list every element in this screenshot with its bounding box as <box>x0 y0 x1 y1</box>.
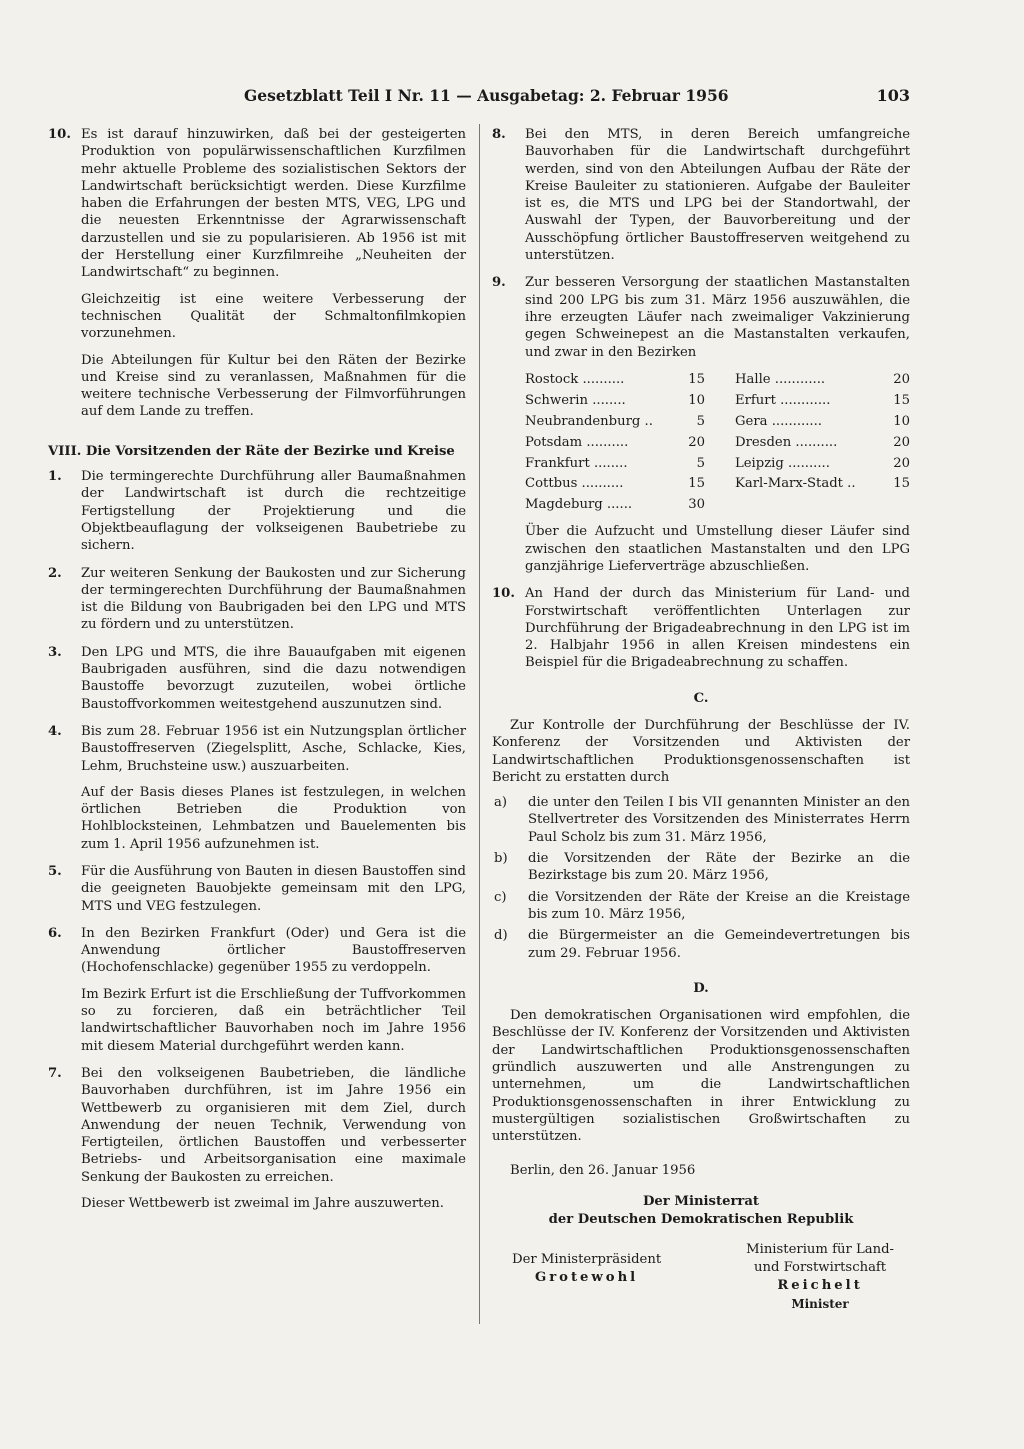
district-row <box>525 432 910 453</box>
district-name: Halle ............ <box>735 372 826 388</box>
signature-row <box>492 1241 910 1313</box>
section-heading-viii: VIII. Die Vorsitzenden der Räte der Bezirke und Kreise <box>48 443 455 459</box>
report-list <box>492 794 910 962</box>
item-number: 1. <box>48 469 62 485</box>
district-name: Neubrandenburg .. <box>525 414 653 430</box>
district-name: Cottbus .......... <box>525 476 624 492</box>
list-text: die Vorsitzenden der Räte der Kreise an die Kreistage bis zum 10. März 1956, <box>528 889 910 922</box>
item-number: 4. <box>48 723 62 739</box>
list-marker: d) <box>494 928 508 944</box>
page-header <box>48 86 910 112</box>
report-list-item <box>492 889 910 924</box>
list-text: die Vorsitzenden der Räte der Bezirke an die Bezirkstage bis zum 20. März 1956, <box>528 851 910 884</box>
district-row <box>525 391 910 412</box>
section-c-intro: Zur Kontrolle der Durchführung der Beschlüsse der IV. Konferenz der Vorsitzenden und Aktivisten der Landwirtschaftlichen Produktionsgenossenschaften ist Bericht zu erstatten durch <box>492 718 910 785</box>
left-item-7 <box>48 1065 466 1212</box>
section-heading-d: D. <box>693 980 709 996</box>
item-number: 2. <box>48 565 62 581</box>
district-name: Erfurt ............ <box>735 393 831 409</box>
item-paragraph: Gleichzeitig ist eine weitere Verbesserung der technischen Qualität der Schmaltonfilmkopien vorzunehmen. <box>81 291 466 342</box>
left-item-6 <box>48 925 466 1055</box>
item-paragraph: Es ist darauf hinzuwirken, daß bei der gesteigerten Produktion von populärwissenschaftlichen Kurzfilmen mehr aktuelle Probleme des sozialistischen Sektors der Landwirtschaft berücksichtigt werden. Diese Kurzfilme haben die Erfahrungen der besten MTS, VEG, LPG und die neuesten Erkenntnisse der Agrarwissenschaft darzustellen und sie zu popularisieren. Ab 1956 ist mit der Herstellung einer Kurzfilmreihe „Neuheiten der Landwirtschaft“ zu beginnen. <box>81 127 466 281</box>
sig-role: und Forstwirtschaft <box>753 1259 887 1275</box>
right-column <box>492 126 910 1313</box>
district-row <box>525 453 910 474</box>
right-item-8 <box>492 126 910 264</box>
district-name: Karl-Marx-Stadt .. <box>735 476 856 492</box>
item-number: 5. <box>48 863 62 879</box>
sig-title: Minister <box>791 1296 849 1311</box>
district-name: Dresden .......... <box>735 434 838 450</box>
sig-org-line: der Deutschen Demokratischen Republik <box>548 1211 854 1227</box>
report-list-item <box>492 850 910 885</box>
item-paragraph: Auf der Basis dieses Planes ist festzulegen, in welchen örtlichen Betrieben die Produktion von Hohlblocksteinen, Lehmbatzen und Bauelementen bis zum 1. April 1956 aufzunehmen ist. <box>81 784 466 852</box>
list-marker: b) <box>494 851 508 867</box>
date-line: Berlin, den 26. Januar 1956 <box>510 1162 696 1178</box>
list-marker: c) <box>494 889 507 905</box>
sig-role: Der Ministerpräsident <box>512 1251 662 1267</box>
item-paragraph: Die Abteilungen für Kultur bei den Räten der Bezirke und Kreise sind zu veranlassen, Maßnahmen für die weitere technische Verbesserung der Filmvorführungen auf dem Lande zu treffen. <box>81 352 466 420</box>
sig-org-line: Der Ministerrat <box>642 1193 759 1209</box>
list-marker: a) <box>494 795 508 811</box>
district-name: Frankfurt ........ <box>525 455 628 471</box>
left-item-1 <box>48 468 466 554</box>
sig-name: Reichelt <box>777 1277 863 1293</box>
left-item-3 <box>48 644 466 713</box>
district-count: 15 <box>893 393 910 409</box>
header-title: Gesetzblatt Teil I Nr. 11 — Ausgabetag: 2. Februar 1956 <box>244 86 729 105</box>
district-count: 20 <box>688 434 705 450</box>
district-name <box>727 495 883 516</box>
right-item-9 <box>492 274 910 575</box>
item-paragraph: Bis zum 28. Februar 1956 ist ein Nutzungsplan örtlicher Baustoffreserven (Ziegelsplitt, Asche, Schlacke, Kies, Lehm, Bruchsteine usw.) auszuarbeiten. <box>81 723 466 774</box>
list-text: die unter den Teilen I bis VII genannten Minister an den Stellvertreter des Vorsitzenden des Ministerrates Herrn Paul Scholz bis zum 31. März 1956, <box>528 795 910 845</box>
district-row <box>525 411 910 432</box>
district-row <box>525 370 910 391</box>
district-count: 15 <box>688 476 705 492</box>
report-list-item <box>492 794 910 846</box>
right-item-10 <box>492 585 910 671</box>
district-name: Magdeburg ...... <box>525 497 633 513</box>
signature-organisation <box>492 1193 910 1229</box>
left-item-4 <box>48 723 466 853</box>
district-count: 15 <box>688 372 705 388</box>
item-number: 3. <box>48 644 62 660</box>
item-number: 8. <box>492 127 506 142</box>
item-number: 10. <box>492 586 515 602</box>
item-paragraph: Über die Aufzucht und Umstellung dieser Läufer sind zwischen den staatlichen Mastanstalten und den LPG ganzjährige Lieferverträge abzuschließen. <box>525 524 910 574</box>
item-paragraph: Bei den MTS, in deren Bereich umfangreiche Bauvorhaben für die Landwirtschaft durchgeführt werden, sind von den Abteilungen Aufbau der Räte der Kreise Bauleiter zu stationieren. Aufgabe der Bauleiter ist es, die MTS und LPG bei der Standortwahl, der Auswahl der Typen, der Bauvorbereitung und der Ausschöpfung örtlicher Baustoffreserven weitgehend zu unterstützen. <box>525 127 910 264</box>
district-count: 20 <box>893 434 910 450</box>
district-count: 5 <box>696 414 705 430</box>
section-heading-c: C. <box>693 690 709 706</box>
district-count: 20 <box>893 455 910 471</box>
item-paragraph: Bei den volkseigenen Baubetrieben, die ländliche Bauvorhaben durchführen, ist im Jahre 1956 ein Wettbewerb zu organisieren mit dem Ziel, durch Anwendung der neuen Technik, Verwendung von Fertigteilen, örtlichen Baustoffen und verbesserter Betriebs- und Arbeitsorganisation eine maximale Senkung der Baukosten zu erreichen. <box>81 1065 466 1185</box>
item-paragraph: Für die Ausführung von Bauten in diesen Baustoffen sind die geeigneten Bauobjekte gemeinsam mit den LPG, MTS und VEG festzulegen. <box>81 863 466 914</box>
left-item-10 <box>48 126 466 421</box>
district-row <box>525 495 910 516</box>
item-paragraph: Zur besseren Versorgung der staatlichen Mastanstalten sind 200 LPG bis zum 31. März 1956 auszuwählen, die ihre erzeugten Läufer nach zweimaliger Vakzinierung gegen Schweinepest an die Mastanstalten verkaufen, und zwar in den Bezirken <box>525 275 910 360</box>
item-number: 9. <box>492 275 506 291</box>
page-number: 103 <box>876 86 910 105</box>
column-divider <box>479 124 480 1324</box>
item-paragraph: Dieser Wettbewerb ist zweimal im Jahre auszuwerten. <box>81 1196 444 1212</box>
left-column <box>48 126 466 1222</box>
district-count: 30 <box>688 497 705 513</box>
district-name: Rostock .......... <box>525 372 625 388</box>
district-table <box>525 370 910 515</box>
district-name: Schwerin ........ <box>525 393 626 409</box>
item-paragraph: An Hand der durch das Ministerium für Land- und Forstwirtschaft veröffentlichten Unterlagen zur Durchführung der Brigadeabrechnung in den LPG ist im 2. Halbjahr 1956 in allen Kreisen mindestens ein Beispiel für die Brigadeabrechnung zu schaffen. <box>525 586 910 671</box>
report-list-item <box>492 927 910 962</box>
district-count: 15 <box>893 476 910 492</box>
district-count: 10 <box>688 393 705 409</box>
left-item-5 <box>48 863 466 915</box>
district-name: Potsdam .......... <box>525 434 629 450</box>
district-name: Gera ............ <box>735 414 823 430</box>
item-paragraph: In den Bezirken Frankfurt (Oder) und Gera ist die Anwendung örtlicher Baustoffreserven (Hochofenschlacke) gegenüber 1955 zu verdoppeln. <box>81 925 466 976</box>
signature-left <box>492 1241 661 1313</box>
district-count <box>883 495 910 516</box>
list-text: die Bürgermeister an die Gemeindevertretungen bis zum 29. Februar 1956. <box>528 928 910 961</box>
sig-role: Ministerium für Land- <box>746 1241 894 1257</box>
district-count: 5 <box>696 455 705 471</box>
district-name: Leipzig .......... <box>735 455 830 471</box>
item-number: 7. <box>48 1065 62 1081</box>
item-number: 6. <box>48 925 62 941</box>
sig-name: Grotewohl <box>534 1269 639 1285</box>
district-count: 10 <box>893 414 910 430</box>
section-d-text: Den demokratischen Organisationen wird empfohlen, die Beschlüsse der IV. Konferenz der Vorsitzenden und Aktivisten der Landwirtschaftlichen Produktionsgenossenschaften gründlich auszuwerten und alle Anstrengungen zu unternehmen, um die Landwirtschaftlichen Produktionsgenossenschaften in ihrer Entwicklung zu mustergültigen sozialistischen Großwirtschaften zu unterstützen. <box>492 1008 910 1145</box>
district-count: 20 <box>893 372 910 388</box>
item-paragraph: Zur weiteren Senkung der Baukosten und zur Sicherung der termingerechten Durchführung der Baumaßnahmen ist die Bildung von Baubrigaden bei den LPG und MTS zu fördern und zu unterstützen. <box>81 565 466 633</box>
district-row <box>525 474 910 495</box>
item-paragraph: Den LPG und MTS, die ihre Bauaufgaben mit eigenen Baubrigaden ausführen, sind die dazu notwendigen Baustoffe bevorzugt zuzuteilen, wobei örtliche Baustoffvorkommen weitestgehend auszunutzen sind. <box>81 644 466 712</box>
item-paragraph: Die termingerechte Durchführung aller Baumaßnahmen der Landwirtschaft ist durch die rechtzeitige Fertigstellung der Projektierung und die Objektbeauflagung der volkseigenen Baubetriebe zu sichern. <box>81 469 466 554</box>
left-item-2 <box>48 565 466 634</box>
item-number: 10. <box>48 127 71 142</box>
item-paragraph: Im Bezirk Erfurt ist die Erschließung der Tuffvorkommen so zu forcieren, daß ein beträchtlicher Teil landwirtschaftlicher Bauvorhaben noch im Jahre 1956 mit diesem Material durchgeführt werden kann. <box>81 986 466 1054</box>
signature-right <box>746 1241 910 1313</box>
